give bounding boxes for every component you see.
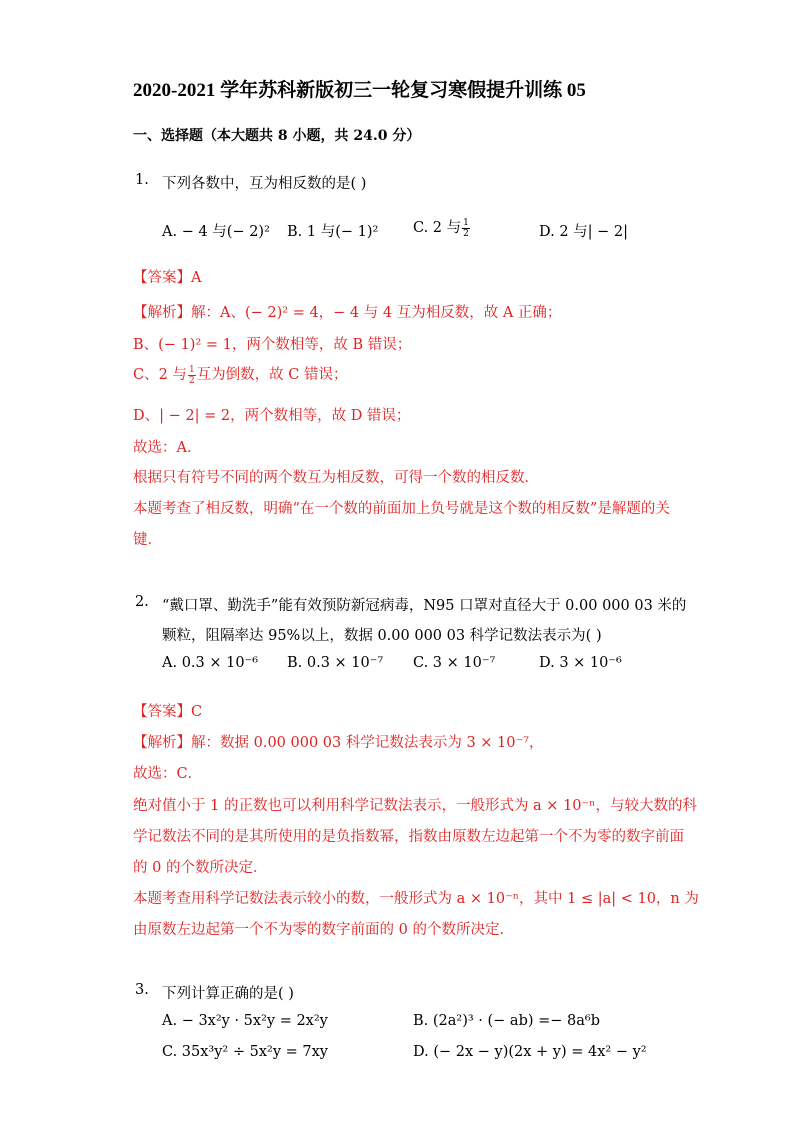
q2-number: 2. — [135, 594, 149, 610]
q2-option-c: C. 3 × 10⁻⁷ — [413, 655, 496, 671]
fraction-denominator: 2 — [463, 228, 469, 239]
q1-option-b: B. 1 与(− 1)² — [287, 224, 379, 240]
fraction-numerator: 1 — [463, 217, 469, 228]
q1-explanation-line: 【解析】解：A、(− 2)² = 4，− 4 与 4 互为相反数，故 A 正确； — [133, 305, 562, 321]
explanation-text: 互为倒数，故 C 错误； — [196, 367, 348, 383]
q2-explanation-line: 本题考查用科学记数法表示较小的数，一般形式为 a × 10⁻ⁿ，其中 1 ≤ |a| < 10，n 为 — [133, 891, 699, 907]
q3-stem: 下列计算正确的是( ) — [162, 986, 294, 1002]
q2-option-a: A. 0.3 × 10⁻⁶ — [162, 655, 259, 671]
q2-stem-line1: “戴口罩、勤洗手”能有效预防新冠病毒，N95 口罩对直径大于 0.00 000 03 米的 — [162, 598, 687, 614]
q1-explanation-line: 故选：A． — [133, 440, 202, 456]
explanation-text: C、2 与 — [133, 367, 187, 383]
q1-option-d: D. 2 与| − 2| — [539, 224, 629, 240]
q1-explanation-line: 根据只有符号不同的两个数互为相反数，可得一个数的相反数． — [133, 470, 539, 486]
q1-answer: 【答案】A — [133, 270, 202, 286]
q2-explanation-line: 由原数左边起第一个不为零的数字前面的 0 的个数所决定． — [133, 922, 514, 938]
q1-option-c — [413, 216, 471, 239]
q2-stem-line2: 颗粒，阻隔率达 95%以上，数据 0.00 000 03 科学记数法表示为( ) — [162, 628, 602, 644]
q1-option-a: A. − 4 与(− 2)² — [162, 224, 270, 240]
q2-option-d: D. 3 × 10⁻⁶ — [539, 655, 622, 671]
q1-explanation-line: D、| − 2| = 2，两个数相等，故 D 错误； — [133, 408, 411, 424]
q1-option-c-label: C. 2 与 — [413, 220, 462, 236]
q1-stem: 下列各数中，互为相反数的是( ) — [162, 176, 367, 192]
q3-option-c: C. 35x³y² ÷ 5x²y = 7xy — [162, 1044, 328, 1060]
q1-explanation-line: 键． — [133, 532, 162, 548]
q1-explanation-line — [133, 363, 347, 386]
q2-answer: 【答案】C — [133, 704, 203, 720]
q2-explanation-line: 学记数法不同的是其所使用的是负指数幂，指数由原数左边起第一个不为零的数字前面 — [133, 829, 684, 845]
q3-number: 3. — [135, 982, 149, 998]
q3-option-b: B. (2a²)³ · (− ab) =− 8a⁶b — [413, 1013, 600, 1029]
q2-option-b: B. 0.3 × 10⁻⁷ — [287, 655, 384, 671]
q3-option-d: D. (− 2x − y)(2x + y) = 4x² − y² — [413, 1044, 647, 1060]
explanation-fraction — [188, 365, 196, 386]
q2-explanation-line: 【解析】解：数据 0.00 000 03 科学记数法表示为 3 × 10⁻⁷， — [133, 735, 544, 751]
q1-explanation-line: B、(− 1)² = 1，两个数相等，故 B 错误； — [133, 337, 412, 353]
q1-option-c-fraction — [462, 218, 470, 239]
q2-explanation-line: 故选：C． — [133, 766, 203, 782]
q2-explanation-line: 绝对值小于 1 的正数也可以利用科学记数法表示，一般形式为 a × 10⁻ⁿ，与较大数的科 — [133, 798, 697, 814]
section-heading: 一、选择题（本大题共 8 小题，共 24.0 分） — [133, 128, 421, 144]
q3-option-a: A. − 3x²y · 5x²y = 2x²y — [162, 1013, 328, 1029]
q1-number: 1. — [135, 172, 149, 188]
q2-explanation-line: 的 0 的个数所决定． — [133, 860, 268, 876]
page-title: 2020-2021 学年苏科新版初三一轮复习寒假提升训练 05 — [133, 80, 586, 101]
q1-explanation-line: 本题考查了相反数，明确“在一个数的前面加上负号就是这个数的相反数”是解题的关 — [133, 501, 670, 517]
fraction-numerator: 1 — [188, 364, 195, 375]
fraction-denominator: 2 — [188, 375, 195, 386]
